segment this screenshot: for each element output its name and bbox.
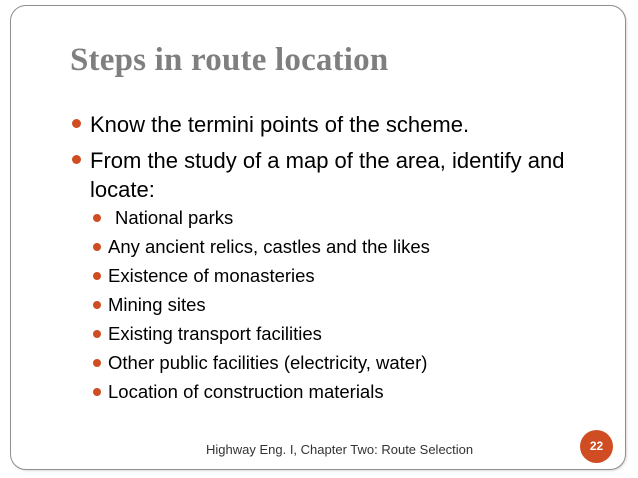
bullet-icon	[72, 155, 81, 164]
bullet-item	[72, 110, 602, 139]
bullet-icon	[93, 330, 101, 338]
sub-bullet-item	[93, 232, 593, 261]
sub-bullet-item	[93, 377, 593, 406]
sub-bullet-item	[93, 203, 593, 232]
bullet-icon	[72, 119, 81, 128]
sub-bullet-item	[93, 290, 593, 319]
sub-bullet-item	[93, 348, 593, 377]
sub-bullet-list	[93, 203, 593, 406]
slide-title: Steps in route location	[70, 42, 389, 78]
bullet-icon	[93, 272, 101, 280]
sub-bullet-text: Any ancient relics, castles and the likes	[108, 236, 430, 257]
main-bullet-list	[72, 110, 602, 204]
slide-footer: Highway Eng. I, Chapter Two: Route Selection	[206, 442, 474, 457]
bullet-icon	[93, 388, 101, 396]
sub-bullet-text: Location of construction materials	[108, 381, 384, 402]
bullet-icon	[93, 301, 101, 309]
sub-bullet-text: Existence of monasteries	[108, 265, 315, 286]
bullet-item	[72, 146, 602, 204]
sub-bullet-item	[93, 261, 593, 290]
bullet-icon	[93, 359, 101, 367]
bullet-icon	[93, 243, 101, 251]
bullet-text: Know the termini points of the scheme.	[90, 112, 470, 137]
sub-bullet-text: Other public facilities (electricity, water)	[108, 352, 428, 373]
bullet-text: From the study of a map of the area, identify and locate:	[90, 148, 565, 202]
sub-bullet-text: National parks	[115, 207, 234, 228]
sub-bullet-text: Existing transport facilities	[108, 323, 322, 344]
sub-bullet-item	[93, 319, 593, 348]
bullet-icon	[93, 214, 101, 222]
page-number-badge: 22	[580, 430, 613, 463]
sub-bullet-text: Mining sites	[108, 294, 206, 315]
